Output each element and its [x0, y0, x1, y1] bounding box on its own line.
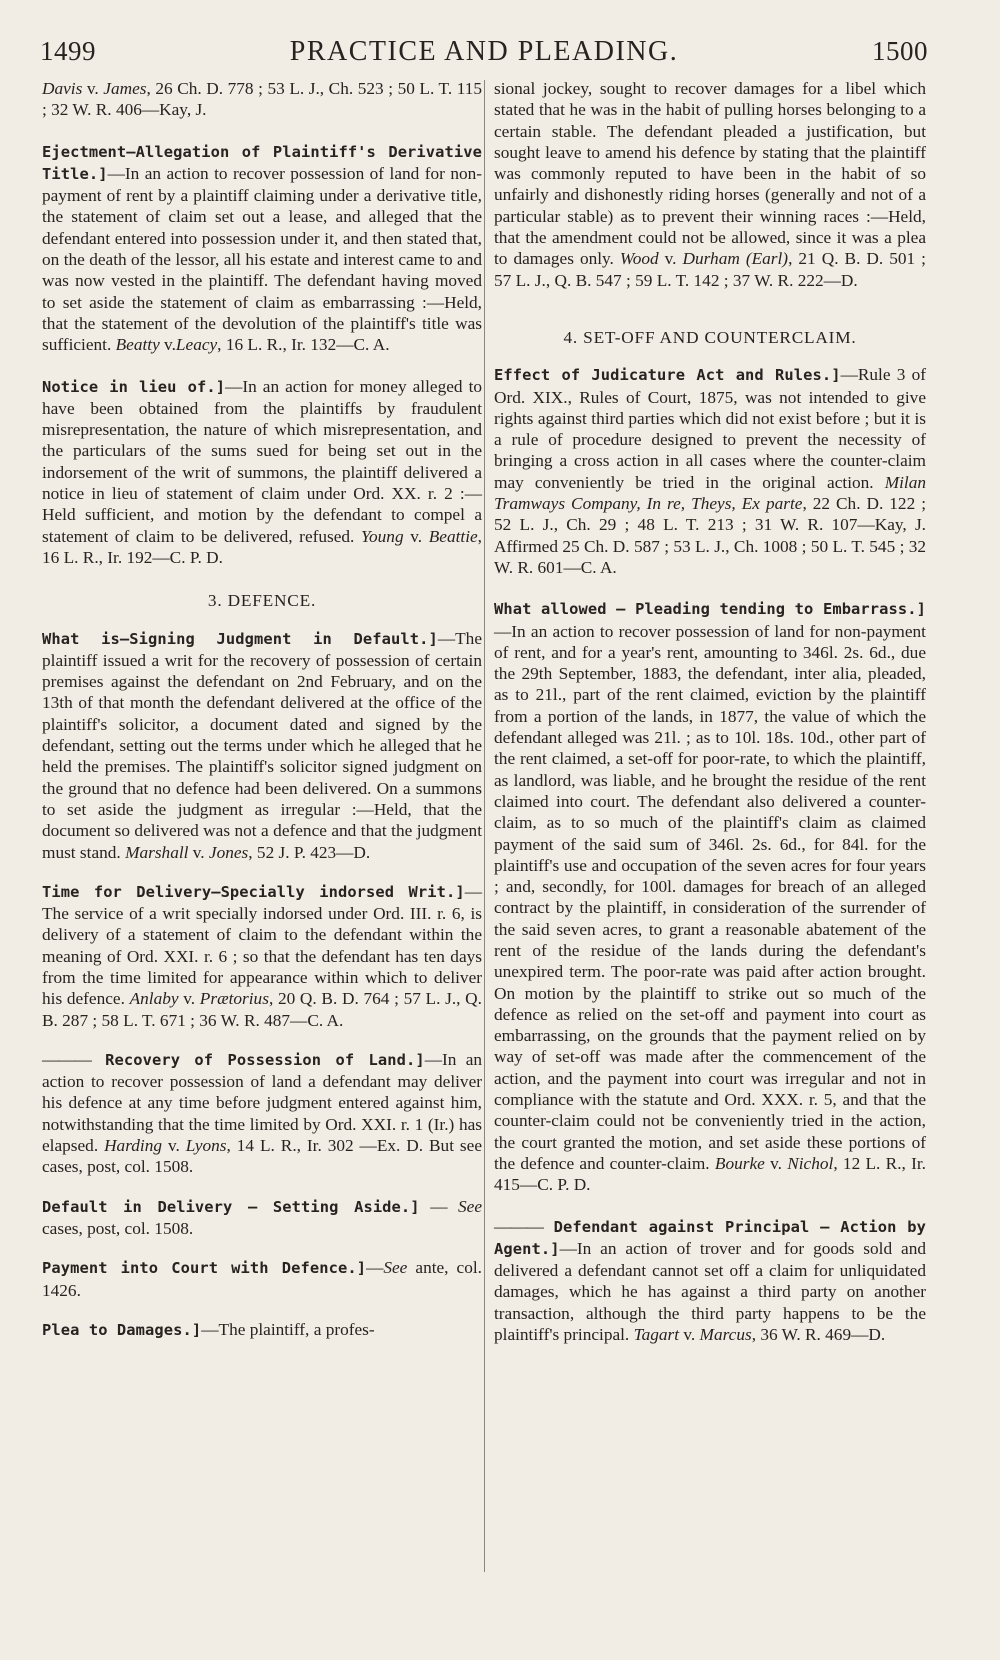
- entry-text: cases, post, col. 1508.: [42, 1218, 194, 1238]
- case-name: Wood: [619, 249, 659, 269]
- versus: v.: [658, 249, 683, 269]
- entry-default-in-delivery: [42, 1196, 482, 1240]
- case-name: Prætorius: [199, 989, 269, 1009]
- dash: —: [419, 1196, 459, 1216]
- entry-heading: Recovery of Possession of Land.]: [90, 1050, 425, 1069]
- column-divider: [484, 80, 485, 1572]
- versus: v.: [159, 335, 176, 355]
- see-reference: See: [383, 1258, 408, 1278]
- dash: —: [366, 1258, 384, 1278]
- entry-text: —In an action of trover and for goods sold and delivered a defendant cannot set off a claim for unliquidated damages, which he has against a third party on another transaction, although the third party happens to be the plaintiff's principal.: [494, 1238, 926, 1345]
- entry-heading: Default in Delivery — Setting Aside.]: [42, 1197, 420, 1216]
- ditto-dash: ———: [494, 1216, 543, 1236]
- entry-defendant-against-principal: [494, 1216, 926, 1346]
- entry-text: —In an action to recover possession of land for non-payment of rent, and for a year's rent, amounting to 346l. 2s. 6d., due the 29th September, 1883, the defendant, inter alia, pleaded, as to 21l., part of the rent claimed, eviction by the plaintiff from a portion of the lands, in 1877, the value of which the defendant alleged was 21l. ; as to 10l. 18s. 10d., other part of the rent claimed, a set-off for poor-rate, to which the plaintiff, as landlord, was liable, and he brought the residue of the rent claimed into court. The defendant also delivered a counter-claim, as to so much of the plaintiff's claim as claimed payment of the said sum of 346l. 2s. 6d., for 84l. for the plaintiff's use and occupation of the seven acres for four years ; and, secondly, for 100l. damages for breach of an alleged contract by the plaintiff, in consideration of the surrender of the said seven acres, to grant a reasonable abatement of the rent of the residue of the lands during the defendant's unexpired term. The poor-rate was paid after action brought. On motion by the plaintiff to strike out so much of the defence as relied on the set-off and payment into court as embarrassing, on the grounds that the payment relied on by way of set-off was made after the commencement of the action, and the payment into court was irregular and not in compliance with the statute and Ord. XXX. r. 5, and that the counter-claim could not be conveniently tried in the action, the court granted the motion, and set aside these portions of the defence and counter-claim.: [494, 621, 926, 1173]
- case-name: Beatty: [115, 335, 160, 355]
- versus: v.: [764, 1153, 788, 1173]
- versus: v.: [162, 1136, 186, 1156]
- case-name: Milan Tramways Company, In re, Theys, Ex parte: [494, 472, 926, 514]
- entry-plea-continued: [494, 78, 926, 291]
- case-name: Jones: [208, 842, 249, 862]
- entry-text: sional jockey, sought to recover damages for a libel which stated that he was in the habit of pulling horses belonging to a certain stable. The defendant pleaded a justification, but sought leave to amend his defence by stating that the plaintiff was commonly reputed to have been in the habit of so unfairly and dishonestly riding horses (generally and not of a particular stable) as to prevent their winning races :—Held, that the amendment could not be allowed, since it was a plea to damages only.: [494, 79, 926, 269]
- citation: , 22 Ch. D. 122 ; 52 L. J., Ch. 29 ; 48 L. T. 213 ; 31 W. R. 107—Kay, J. Affirmed 25 Ch. D. 587 ; 53 L. J., Ch. 1008 ; 50 L. T. 545 ; 32 W. R. 601—C. A.: [494, 494, 927, 577]
- case-name: Anlaby: [129, 989, 179, 1009]
- entry-what-allowed: [494, 598, 926, 1195]
- entry-heading: Defendant against Principal — Action by Agent.]: [494, 1217, 926, 1258]
- entry-heading: Time for Delivery—Specially indorsed Writ.]: [42, 882, 465, 901]
- citation: , 12 L. R., Ir. 415—C. P. D.: [494, 1153, 926, 1195]
- citation: , 21 Q. B. D. 501 ; 57 L. J., Q. B. 547 ; 59 L. T. 142 ; 37 W. R. 222—D.: [494, 249, 926, 290]
- entry-what-is: [42, 628, 482, 863]
- citation: , 16 L. R., Ir. 192—C. P. D.: [42, 526, 482, 567]
- citation: , 26 Ch. D. 778 ; 53 L. J., Ch. 523 ; 50 L. T. 115 ; 32 W. R. 406—Kay, J.: [42, 79, 482, 120]
- right-column-number: 1500: [872, 36, 928, 66]
- entry-text: —The plaintiff, a profes-: [201, 1319, 375, 1339]
- ditto-dash: ———: [42, 1049, 91, 1069]
- entry-recovery-of-possession: [42, 1049, 482, 1178]
- case-name: Marshall: [125, 842, 189, 862]
- entry-notice-in-lieu: [42, 376, 482, 569]
- entry-ejectment: [42, 141, 482, 356]
- entry-payment-into-court: [42, 1257, 482, 1301]
- citation: , 52 J. P. 423—D.: [248, 842, 371, 862]
- case-name: Bourke: [714, 1153, 765, 1173]
- case-name: Lyons: [185, 1136, 227, 1156]
- section-heading-set-off: 4. SET-OFF AND COUNTERCLAIM.: [563, 327, 857, 347]
- citation: , 20 Q. B. D. 764 ; 57 L. J., Q. B. 287 ; 58 L. T. 671 ; 36 W. R. 487—C. A.: [42, 989, 482, 1030]
- versus: v.: [178, 989, 200, 1009]
- versus: v.: [188, 842, 209, 862]
- versus: v.: [82, 79, 104, 98]
- case-name: Beattie: [428, 526, 478, 546]
- versus: v.: [679, 1325, 700, 1345]
- entry-heading: Notice in lieu of.]: [42, 377, 226, 396]
- case-name: Leacy: [175, 335, 218, 355]
- case-name: Harding: [104, 1136, 163, 1156]
- case-name: Tagart: [633, 1325, 680, 1345]
- entry-heading: Plea to Damages.]: [42, 1320, 202, 1339]
- entry-davis-citation: [42, 78, 482, 121]
- entry-text: ante, col. 1426.: [42, 1258, 482, 1300]
- case-name: Marcus: [699, 1325, 752, 1345]
- entry-time-for-delivery: [42, 881, 482, 1031]
- entry-text: —In an action to recover possession of land for non-payment of rent by a plaintiff claiming under a derivative title, the statement of claim set out a lease, and alleged that the defendant entered into possession under it, and then stated that, on the death of the lessor, all his estate and interest came to and was now vested in the plaintiff. The defendant having moved to set aside the statement of claim as embarrassing :—Held, that the statement of the devolution of the plaintiff's title was sufficient.: [42, 163, 482, 355]
- entry-heading: Payment into Court with Defence.]: [42, 1259, 367, 1278]
- entry-effect-of-judicature-act: [494, 364, 926, 578]
- page-header: [40, 36, 928, 76]
- entry-plea-to-damages: [42, 1319, 482, 1341]
- entry-text: —The service of a writ specially indorsed under Ord. III. r. 6, is delivery of a statement of claim to the defendant within the meaning of Ord. XXI. r. 6 ; so that the defendant has ten days from the time limited for appearance within which to deliver his defence.: [42, 881, 482, 1009]
- entry-text: —The plaintiff issued a writ for the recovery of possession of certain premises against the defendant on 2nd February, and on the 13th of that month the defendant delivered at the office of the plaintiff's solicitor, a document dated and signed by the defendant, setting out the terms under which he alleged that he held the premises. The plaintiff's solicitor signed judgment on the ground that no defence had been delivered. On a summons to set aside the judgment as irregular :—Held, that the document so delivered was not a defence and that the judgment must stand.: [42, 628, 482, 862]
- right-column: [494, 78, 926, 1365]
- running-title: PRACTICE AND PLEADING.: [289, 36, 679, 67]
- case-name: Durham (Earl): [682, 249, 789, 269]
- citation: , 36 W. R. 469—D.: [751, 1325, 886, 1345]
- citation: , 16 L. R., Ir. 132—C. A.: [217, 335, 390, 355]
- see-reference: See: [458, 1196, 483, 1216]
- entry-heading: Ejectment—Allegation of Plaintiff's Derivative Title.]: [42, 142, 482, 183]
- case-name: Nichol: [787, 1153, 834, 1173]
- entry-heading: Effect of Judicature Act and Rules.]: [494, 366, 841, 385]
- entry-text: —Rule 3 of Ord. XIX., Rules of Court, 1875, was not intended to give rights against third parties which did not exist before ; but it is a rule of procedure designed to prevent the necessity of bringing a cross action in all cases where the counter-claim may conveniently be tried in the original action.: [494, 365, 926, 492]
- versus: v.: [403, 526, 429, 546]
- case-name: Davis: [42, 79, 83, 98]
- citation: , 14 L. R., Ir. 302 —Ex. D. But see cases, post, col. 1508.: [42, 1136, 482, 1177]
- entry-heading: What is—Signing Judgment in Default.]: [42, 629, 438, 648]
- case-name: James: [103, 79, 147, 98]
- entry-text: —In an action to recover possession of land a defendant may deliver his defence at any time before judgment entered against him, notwithstanding that the time limited by Ord. XXI. r. 1 (Ir.) has elapsed.: [42, 1049, 483, 1156]
- case-name: Young: [361, 526, 404, 546]
- entry-text: —In an action for money alleged to have been obtained from the plaintiffs by fraudulent misrepresentation, the nature of which misrepresentation, and the particulars of the sums sued for being set out in the indorsement of the writ of summons, the plaintiff delivered a notice in lieu of statement of claim under Ord. XX. r. 2 :—Held sufficient, and motion by the defendant to compel a statement of claim to be delivered, refused.: [42, 376, 483, 546]
- left-column: [42, 78, 482, 1361]
- section-heading-defence: 3. DEFENCE.: [207, 591, 317, 611]
- entry-heading: What allowed — Pleading tending to Embarrass.]: [494, 600, 926, 619]
- left-column-number: 1499: [40, 36, 96, 66]
